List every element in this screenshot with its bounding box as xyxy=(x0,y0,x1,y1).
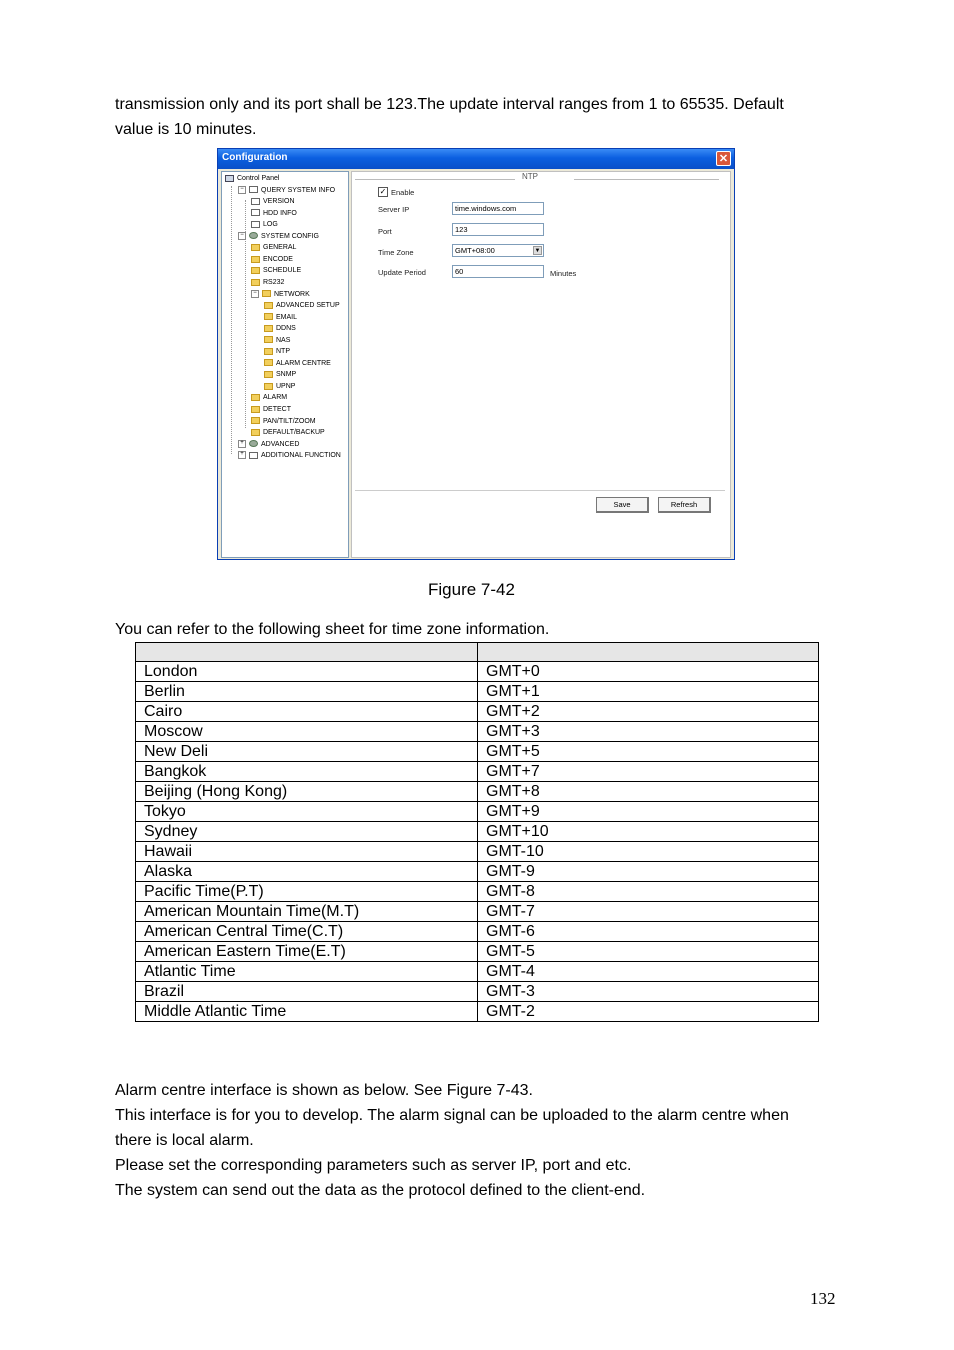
folder-icon xyxy=(251,244,260,251)
doc-icon xyxy=(251,198,260,205)
enable-label: Enable xyxy=(391,188,415,197)
city-cell: Atlantic Time xyxy=(136,962,478,982)
tree-item-label: EMAIL xyxy=(276,313,298,321)
gmt-offset-cell: GMT+3 xyxy=(478,722,819,742)
gmt-offset-cell: GMT+10 xyxy=(478,822,819,842)
time-zone-select[interactable] xyxy=(452,244,544,257)
table-row xyxy=(136,842,819,862)
tree-item-label: NETWORK xyxy=(274,290,310,298)
table-row xyxy=(136,922,819,942)
folder-icon xyxy=(251,256,260,263)
tree-item-label: SYSTEM CONFIG xyxy=(261,232,319,240)
table-row xyxy=(136,862,819,882)
tree-item-label: SCHEDULE xyxy=(263,267,302,275)
city-cell: Moscow xyxy=(136,722,478,742)
refresh-button[interactable]: Refresh xyxy=(658,497,711,513)
ntp-panel xyxy=(351,171,731,558)
tree-item-label: NTP xyxy=(276,348,290,356)
tree-item-label: DEFAULT/BACKUP xyxy=(263,429,325,437)
doc-icon xyxy=(249,452,258,459)
intro-line-2: value is 10 minutes. xyxy=(115,121,257,138)
table-row xyxy=(136,982,819,1002)
minutes-label: Minutes xyxy=(550,269,577,278)
gmt-offset-cell: GMT+0 xyxy=(478,662,819,682)
city-cell: Cairo xyxy=(136,702,478,722)
city-cell: Bangkok xyxy=(136,762,478,782)
city-cell: Brazil xyxy=(136,982,478,1002)
gear-icon xyxy=(249,232,258,239)
tree-item-general[interactable] xyxy=(251,242,296,253)
tree-item-hdd-info[interactable] xyxy=(251,208,297,219)
collapse-icon[interactable]: − xyxy=(238,232,246,240)
table-header-row xyxy=(136,643,819,662)
server-ip-input[interactable]: time.windows.com xyxy=(452,202,544,215)
tree-item-label: ENCODE xyxy=(263,255,293,263)
doc-icon xyxy=(251,209,260,216)
outro-line-5: The system can send out the data as the protocol defined to the client-end. xyxy=(115,1182,646,1199)
tree-item-label: QUERY SYSTEM INFO xyxy=(261,186,336,194)
table-row xyxy=(136,802,819,822)
gmt-offset-cell: GMT-4 xyxy=(478,962,819,982)
page-number: 132 xyxy=(810,1289,836,1308)
title-bar[interactable] xyxy=(218,149,734,169)
tree-item-label: ALARM xyxy=(263,394,288,402)
folder-icon xyxy=(251,429,260,436)
pc-icon xyxy=(225,175,234,182)
tree-item-query-system-info[interactable] xyxy=(238,185,335,196)
update-period-input[interactable]: 60 xyxy=(452,265,544,278)
gmt-offset-cell: GMT+8 xyxy=(478,782,819,802)
city-cell: New Deli xyxy=(136,742,478,762)
tree-item-label: PAN/TILT/ZOOM xyxy=(263,417,316,425)
table-row xyxy=(136,722,819,742)
city-cell: Alaska xyxy=(136,862,478,882)
gmt-offset-cell: GMT+2 xyxy=(478,702,819,722)
gmt-offset-cell: GMT+9 xyxy=(478,802,819,822)
collapse-icon[interactable]: − xyxy=(251,290,259,298)
tree-item-additional-function[interactable] xyxy=(238,450,341,461)
intro-line-1: transmission only and its port shall be 123.The update interval ranges from 1 to 65535. Default xyxy=(115,96,784,113)
collapse-icon[interactable]: − xyxy=(238,186,246,194)
table-row xyxy=(136,702,819,722)
tree-item-label: LOG xyxy=(263,221,278,229)
table-row xyxy=(136,1002,819,1022)
chevron-down-icon[interactable]: ▼ xyxy=(534,248,541,254)
city-cell: Pacific Time(P.T) xyxy=(136,882,478,902)
city-cell: Middle Atlantic Time xyxy=(136,1002,478,1022)
city-cell: Tokyo xyxy=(136,802,478,822)
time-zone-value: GMT+08:00 xyxy=(455,246,495,255)
folder-icon xyxy=(251,267,260,274)
folder-icon xyxy=(251,406,260,413)
gmt-offset-cell: GMT+7 xyxy=(478,762,819,782)
time-zone-label: Time Zone xyxy=(378,248,414,257)
tree-item-schedule[interactable] xyxy=(251,265,301,276)
city-cell: Sydney xyxy=(136,822,478,842)
tree-item-version[interactable] xyxy=(251,196,295,207)
tree-item-label: VERSION xyxy=(263,198,295,206)
tree-item-advanced[interactable] xyxy=(238,439,299,450)
port-input[interactable]: 123 xyxy=(452,223,544,236)
table-row xyxy=(136,662,819,682)
gear-icon xyxy=(249,440,258,447)
tree-item-nas[interactable] xyxy=(264,335,290,346)
gmt-offset-cell: GMT+1 xyxy=(478,682,819,702)
tree-item-label: DETECT xyxy=(263,406,291,413)
tree-item-label: SNMP xyxy=(276,371,297,379)
tree-item-default-backup[interactable] xyxy=(251,427,325,438)
close-icon[interactable]: ✕ xyxy=(716,151,731,166)
tree-item-label: NAS xyxy=(276,336,291,344)
folder-icon xyxy=(251,279,260,286)
outro-line-2: This interface is for you to develop. The alarm signal can be uploaded to the alarm centre when xyxy=(115,1107,789,1124)
tree-item-rs232[interactable] xyxy=(251,277,284,288)
table-row xyxy=(136,782,819,802)
table-row xyxy=(136,742,819,762)
doc-icon xyxy=(249,186,258,193)
gmt-offset-cell: GMT+5 xyxy=(478,742,819,762)
tree-item-label: HDD INFO xyxy=(263,209,297,217)
gmt-offset-cell: GMT-9 xyxy=(478,862,819,882)
table-intro: You can refer to the following sheet for time zone information. xyxy=(115,621,550,638)
tree-item-pan-tilt-zoom[interactable] xyxy=(251,416,316,427)
folder-icon xyxy=(264,336,273,343)
tree-item-control-panel[interactable] xyxy=(225,173,279,184)
gmt-offset-cell: GMT-6 xyxy=(478,922,819,942)
tree-item-label: DDNS xyxy=(276,325,296,333)
tree-item-network[interactable] xyxy=(251,289,310,300)
table-row xyxy=(136,682,819,702)
server-ip-label: Server IP xyxy=(378,205,410,214)
configuration-dialog xyxy=(217,148,735,560)
folder-icon xyxy=(262,290,271,297)
city-cell: London xyxy=(136,662,478,682)
enable-checkbox[interactable]: ✓ xyxy=(379,187,387,196)
city-cell: American Eastern Time(E.T) xyxy=(136,942,478,962)
gmt-offset-cell: GMT-2 xyxy=(478,1002,819,1022)
folder-icon xyxy=(264,371,273,378)
tree-item-ntp[interactable] xyxy=(264,346,290,357)
expand-icon[interactable]: + xyxy=(238,451,246,459)
port-label: Port xyxy=(378,227,392,236)
expand-icon[interactable]: + xyxy=(238,440,246,448)
tree-item-label: ADVANCED xyxy=(261,440,300,448)
tree-item-ddns[interactable] xyxy=(264,323,296,334)
folder-icon xyxy=(251,394,260,401)
doc-icon xyxy=(251,221,260,228)
gmt-offset-cell: GMT-8 xyxy=(478,882,819,902)
gmt-offset-cell: GMT-5 xyxy=(478,942,819,962)
tree-item-label: ADVANCED SETUP xyxy=(276,302,340,310)
tree-item-log[interactable] xyxy=(251,219,278,230)
table-row xyxy=(136,942,819,962)
tree-item-label: RS232 xyxy=(263,278,285,286)
tree-item-snmp[interactable] xyxy=(264,369,296,380)
tree-item-detect[interactable] xyxy=(251,404,291,415)
outro-line-3: there is local alarm. xyxy=(115,1132,254,1149)
tree-item-advanced-setup[interactable] xyxy=(264,300,340,311)
city-cell: Hawaii xyxy=(136,842,478,862)
city-cell: American Mountain Time(M.T) xyxy=(136,902,478,922)
folder-icon xyxy=(264,325,273,332)
folder-icon xyxy=(264,348,273,355)
tree-item-upnp[interactable] xyxy=(264,381,295,392)
folder-icon xyxy=(264,383,273,390)
tree-item-alarm-centre[interactable] xyxy=(264,358,331,369)
table-row xyxy=(136,822,819,842)
time-zone-table xyxy=(135,642,819,1022)
city-cell: Beijing (Hong Kong) xyxy=(136,782,478,802)
update-period-label: Update Period xyxy=(378,268,426,277)
tree-item-label: GENERAL xyxy=(263,244,297,252)
figure-caption: Figure 7-42 xyxy=(428,580,515,599)
outro-line-1: Alarm centre interface is shown as below. See Figure 7-43. xyxy=(115,1082,533,1099)
folder-icon xyxy=(264,302,273,309)
tree-item-label: ADDITIONAL FUNCTION xyxy=(261,452,341,460)
folder-icon xyxy=(251,417,260,424)
section-title: NTP xyxy=(522,172,538,181)
tree-item-label: Control Panel xyxy=(237,175,280,182)
gmt-offset-cell: GMT-7 xyxy=(478,902,819,922)
tree-item-label: ALARM CENTRE xyxy=(276,359,331,367)
tree-item-label: UPNP xyxy=(276,382,296,390)
gmt-offset-cell: GMT-3 xyxy=(478,982,819,1002)
city-cell: American Central Time(C.T) xyxy=(136,922,478,942)
table-row xyxy=(136,962,819,982)
dialog-title: Configuration xyxy=(222,152,288,163)
folder-icon xyxy=(264,313,273,320)
outro-line-4: Please set the corresponding parameters such as server IP, port and etc. xyxy=(115,1157,632,1174)
table-row xyxy=(136,762,819,782)
tree-item-system-config[interactable] xyxy=(238,231,319,242)
tree-item-encode[interactable] xyxy=(251,254,293,265)
table-row xyxy=(136,882,819,902)
city-cell: Berlin xyxy=(136,682,478,702)
navigation-tree xyxy=(221,171,349,558)
folder-icon xyxy=(264,359,273,366)
gmt-offset-cell: GMT-10 xyxy=(478,842,819,862)
tree-item-email[interactable] xyxy=(264,312,297,323)
tree-item-alarm[interactable] xyxy=(251,392,287,403)
save-button[interactable]: Save xyxy=(596,497,649,513)
table-row xyxy=(136,902,819,922)
